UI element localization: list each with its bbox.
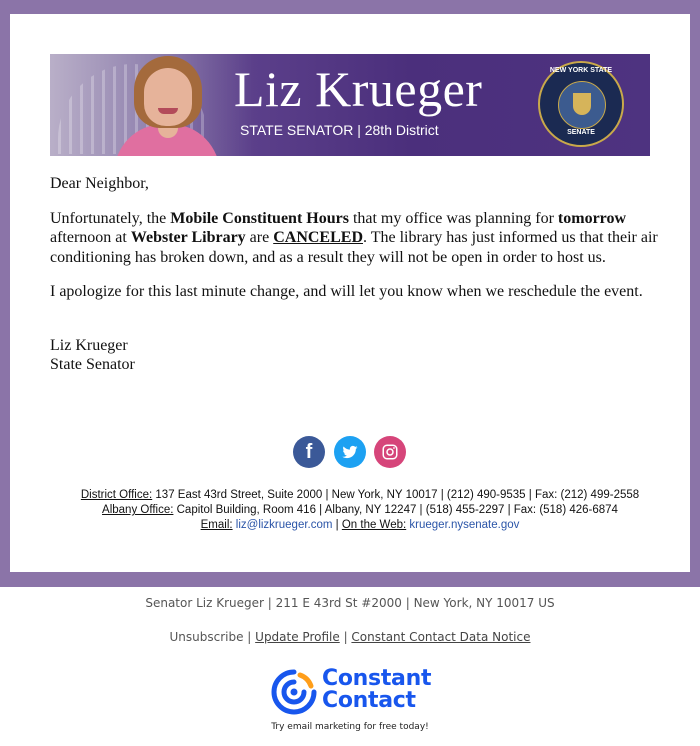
footer-links: Unsubscribe | Update Profile | Constant Contact Data Notice	[169, 630, 531, 644]
greeting: Dear Neighbor,	[50, 175, 149, 192]
banner-subtitle: STATE SENATOR | 28th District	[240, 122, 439, 138]
signature-title: State Senator	[50, 356, 135, 373]
canceled-text: CANCELED	[273, 229, 363, 246]
unsubscribe-link[interactable]: Unsubscribe	[169, 630, 244, 644]
banner-title: Liz Krueger	[234, 61, 483, 117]
twitter-icon[interactable]	[334, 436, 366, 468]
email-card	[10, 14, 690, 572]
website-link[interactable]: krueger.nysenate.gov	[409, 519, 520, 531]
header-banner	[50, 54, 650, 156]
signature-name: Liz Krueger	[50, 336, 128, 354]
footer-address: Senator Liz Krueger | 211 E 43rd St #2000 | New York, NY 10017 US	[145, 596, 555, 610]
district-office-label: District Office:	[80, 489, 153, 501]
senator-photo	[112, 54, 222, 156]
data-notice-link[interactable]: Constant Contact Data Notice	[351, 630, 531, 644]
senate-seal-logo: NEW YORK STATE SENATE	[538, 61, 624, 147]
facebook-icon[interactable]: f	[293, 436, 325, 468]
albany-office-label: Albany Office:	[102, 504, 174, 516]
constant-contact-logo[interactable]	[270, 668, 440, 716]
email-link[interactable]: liz@lizkrueger.com	[235, 519, 333, 531]
online-line: Email: liz@lizkrueger.com | On the Web: krueger.nysenate.gov	[200, 519, 520, 531]
event-location: Webster Library	[130, 229, 246, 246]
event-day: tomorrow	[557, 209, 627, 227]
event-name: Mobile Constituent Hours	[170, 209, 349, 227]
district-office-line: District Office: 137 East 43rd Street, Suite 2000 | New York, NY 10017 | (212) 490-9535 | Fax: (212) 499-2558	[80, 489, 640, 501]
paragraph-announcement: Unfortunately, the Mobile Constituent Hours that my office was planning for tomorrow afternoon at Webster Library are CANCELED. The library has just informed us that their air conditioning has broken down, and as a result they will not be open in order to host us.	[50, 209, 658, 266]
constant-contact-icon	[270, 668, 318, 716]
letter-body	[50, 174, 660, 375]
paragraph-apology: I apologize for this last minute change, and will let you know when we reschedule the event.	[50, 283, 643, 300]
albany-office-line: Albany Office: Capitol Building, Room 416 | Albany, NY 12247 | (518) 455-2297 | Fax: (518) 426-6874	[102, 504, 618, 516]
instagram-icon[interactable]	[374, 436, 406, 468]
update-profile-link[interactable]: Update Profile	[255, 630, 340, 644]
contact-info	[20, 488, 700, 533]
email-label: Email:	[200, 519, 233, 531]
constant-contact-wordmark: Constant Contact	[322, 666, 432, 713]
web-label: On the Web:	[341, 519, 407, 531]
constant-contact-tagline[interactable]: Try email marketing for free today!	[271, 722, 429, 732]
